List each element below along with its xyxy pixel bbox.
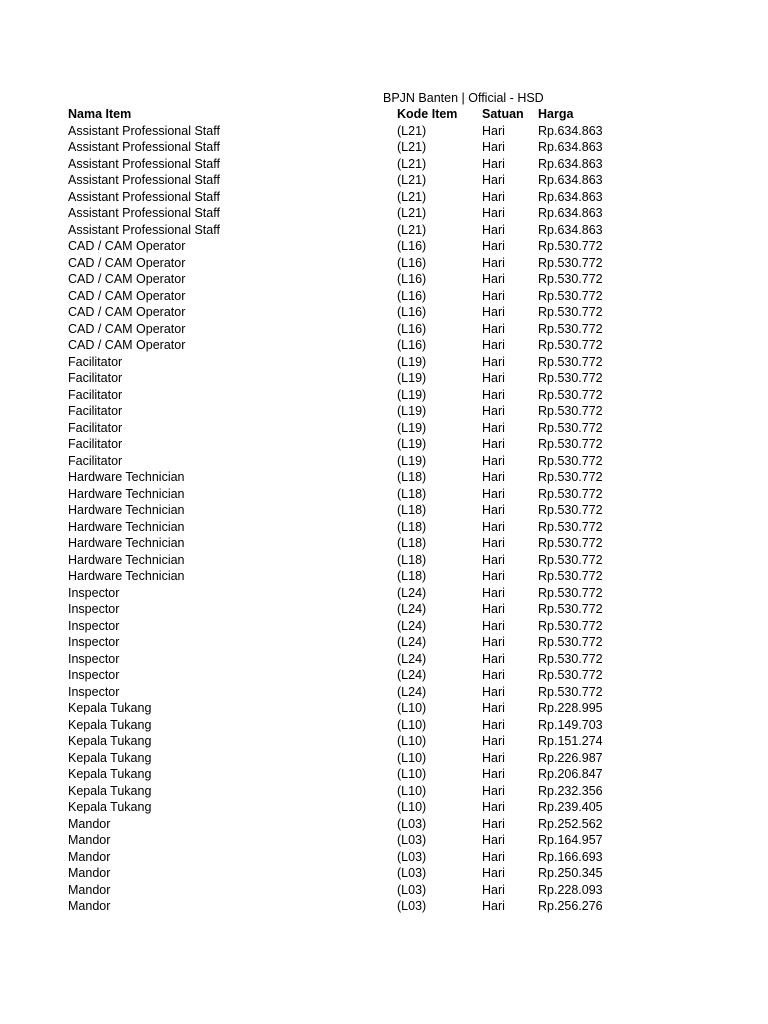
item-price-cell: Rp.530.772 (538, 470, 603, 484)
item-unit-cell: Hari (482, 140, 505, 154)
item-code-cell: (L18) (397, 519, 427, 534)
item-unit-cell: Hari (482, 338, 505, 352)
table-row (0, 700, 768, 717)
item-code-cell: (L03) (397, 833, 427, 847)
item-code-cell: (L19) (397, 437, 427, 451)
header-satuan: Satuan (482, 107, 524, 121)
item-code-cell: (L03) (397, 899, 427, 913)
item-price-cell: Rp.530.772 (538, 404, 603, 418)
item-unit-cell: Hari (482, 569, 505, 583)
item-unit-cell: Hari (482, 387, 505, 402)
item-name-cell: Facilitator (68, 437, 123, 451)
item-name-cell: Mandor (68, 833, 111, 847)
item-code-cell: (L18) (397, 486, 427, 501)
item-name-cell: Kepala Tukang (68, 767, 152, 781)
item-name-cell: Facilitator (68, 387, 123, 402)
item-unit-cell: Hari (482, 272, 505, 286)
item-unit-cell: Hari (482, 404, 505, 418)
item-price-cell: Rp.530.772 (538, 288, 603, 303)
table-row (0, 717, 768, 734)
table-row (0, 420, 768, 437)
item-code-cell: (L24) (397, 585, 427, 600)
item-code-cell: (L21) (397, 140, 427, 154)
item-code-cell: (L16) (397, 288, 427, 303)
table-row (0, 255, 768, 272)
item-name-cell: Inspector (68, 585, 120, 600)
item-code-cell: (L19) (397, 420, 427, 435)
item-name-cell: Hardware Technician (68, 503, 185, 517)
table-row (0, 799, 768, 816)
item-name-cell: Facilitator (68, 453, 123, 468)
item-price-cell: Rp.530.772 (538, 569, 603, 583)
item-unit-cell: Hari (482, 882, 505, 897)
item-name-cell: CAD / CAM Operator (68, 305, 186, 319)
item-unit-cell: Hari (482, 453, 505, 468)
item-code-cell: (L24) (397, 651, 427, 666)
item-name-cell: Assistant Professional Staff (68, 222, 220, 237)
item-name-cell: Inspector (68, 684, 120, 699)
item-code-cell: (L10) (397, 783, 427, 798)
item-price-cell: Rp.530.772 (538, 486, 603, 501)
item-name-cell: Assistant Professional Staff (68, 140, 220, 154)
item-unit-cell: Hari (482, 420, 505, 435)
item-unit-cell: Hari (482, 899, 505, 913)
table-row (0, 618, 768, 635)
item-unit-cell: Hari (482, 668, 505, 682)
item-name-cell: CAD / CAM Operator (68, 288, 186, 303)
table-row (0, 205, 768, 222)
item-code-cell: (L16) (397, 239, 427, 253)
item-unit-cell: Hari (482, 321, 505, 336)
item-price-cell: Rp.634.863 (538, 189, 603, 204)
item-code-cell: (L24) (397, 618, 427, 633)
table-row (0, 552, 768, 569)
table-row (0, 502, 768, 519)
item-name-cell: Kepala Tukang (68, 800, 152, 814)
item-unit-cell: Hari (482, 173, 505, 187)
item-name-cell: Mandor (68, 899, 111, 913)
item-unit-cell: Hari (482, 684, 505, 699)
item-unit-cell: Hari (482, 750, 505, 765)
table-row (0, 436, 768, 453)
item-name-cell: CAD / CAM Operator (68, 321, 186, 336)
table-row (0, 189, 768, 206)
item-price-cell: Rp.634.863 (538, 173, 603, 187)
item-unit-cell: Hari (482, 206, 505, 220)
item-code-cell: (L10) (397, 717, 427, 732)
item-code-cell: (L19) (397, 453, 427, 468)
item-code-cell: (L10) (397, 701, 427, 715)
item-price-cell: Rp.530.772 (538, 255, 603, 270)
item-price-cell: Rp.166.693 (538, 849, 603, 864)
item-unit-cell: Hari (482, 849, 505, 864)
item-code-cell: (L03) (397, 849, 427, 864)
item-price-cell: Rp.149.703 (538, 717, 603, 732)
table-row (0, 337, 768, 354)
table-row (0, 750, 768, 767)
item-name-cell: Kepala Tukang (68, 701, 152, 715)
item-code-cell: (L21) (397, 222, 427, 237)
item-unit-cell: Hari (482, 585, 505, 600)
table-row (0, 634, 768, 651)
item-code-cell: (L03) (397, 866, 427, 880)
item-code-cell: (L18) (397, 503, 427, 517)
item-unit-cell: Hari (482, 651, 505, 666)
item-unit-cell: Hari (482, 767, 505, 781)
header-harga: Harga (538, 107, 574, 121)
item-price-cell: Rp.530.772 (538, 387, 603, 402)
item-name-cell: Hardware Technician (68, 536, 185, 550)
item-code-cell: (L21) (397, 206, 427, 220)
table-row (0, 156, 768, 173)
item-unit-cell: Hari (482, 800, 505, 814)
table-row (0, 865, 768, 882)
table-row (0, 601, 768, 618)
item-code-cell: (L10) (397, 750, 427, 765)
item-unit-cell: Hari (482, 816, 505, 831)
table-row (0, 535, 768, 552)
item-name-cell: Mandor (68, 849, 111, 864)
item-name-cell: Hardware Technician (68, 486, 185, 501)
item-unit-cell: Hari (482, 239, 505, 253)
item-unit-cell: Hari (482, 255, 505, 270)
item-name-cell: Hardware Technician (68, 552, 185, 567)
item-unit-cell: Hari (482, 470, 505, 484)
item-price-cell: Rp.634.863 (538, 156, 603, 171)
item-code-cell: (L16) (397, 338, 427, 352)
item-name-cell: Inspector (68, 602, 120, 616)
item-name-cell: Inspector (68, 618, 120, 633)
table-row (0, 816, 768, 833)
item-price-cell: Rp.530.772 (538, 272, 603, 286)
item-price-cell: Rp.206.847 (538, 767, 603, 781)
item-unit-cell: Hari (482, 288, 505, 303)
item-name-cell: Mandor (68, 816, 111, 831)
table-row (0, 849, 768, 866)
item-unit-cell: Hari (482, 552, 505, 567)
item-code-cell: (L21) (397, 189, 427, 204)
item-code-cell: (L18) (397, 552, 427, 567)
item-name-cell: Inspector (68, 668, 120, 682)
table-row (0, 733, 768, 750)
item-code-cell: (L16) (397, 321, 427, 336)
item-code-cell: (L21) (397, 173, 427, 187)
item-price-cell: Rp.530.772 (538, 453, 603, 468)
item-unit-cell: Hari (482, 635, 505, 649)
item-price-cell: Rp.256.276 (538, 899, 603, 913)
item-code-cell: (L18) (397, 536, 427, 550)
item-unit-cell: Hari (482, 437, 505, 451)
item-price-cell: Rp.530.772 (538, 651, 603, 666)
item-unit-cell: Hari (482, 305, 505, 319)
item-price-cell: Rp.250.345 (538, 866, 603, 880)
item-name-cell: CAD / CAM Operator (68, 239, 186, 253)
table-header-row (0, 106, 768, 123)
item-unit-cell: Hari (482, 123, 505, 138)
item-code-cell: (L18) (397, 470, 427, 484)
item-price-cell: Rp.164.957 (538, 833, 603, 847)
item-name-cell: Inspector (68, 635, 120, 649)
item-unit-cell: Hari (482, 717, 505, 732)
item-name-cell: Kepala Tukang (68, 783, 152, 798)
item-name-cell: Assistant Professional Staff (68, 189, 220, 204)
item-code-cell: (L03) (397, 816, 427, 831)
item-name-cell: Inspector (68, 651, 120, 666)
item-unit-cell: Hari (482, 701, 505, 715)
item-code-cell: (L18) (397, 569, 427, 583)
table-row (0, 238, 768, 255)
item-price-cell: Rp.530.772 (538, 552, 603, 567)
header-nama-item: Nama Item (68, 107, 132, 121)
table-row (0, 370, 768, 387)
item-price-cell: Rp.530.772 (538, 354, 603, 369)
item-unit-cell: Hari (482, 503, 505, 517)
item-name-cell: CAD / CAM Operator (68, 338, 186, 352)
document-title: BPJN Banten | Official - HSD (383, 91, 544, 105)
item-unit-cell: Hari (482, 833, 505, 847)
item-name-cell: Kepala Tukang (68, 750, 152, 765)
table-row (0, 271, 768, 288)
item-name-cell: Assistant Professional Staff (68, 173, 220, 187)
table-row (0, 321, 768, 338)
table-row (0, 453, 768, 470)
item-code-cell: (L19) (397, 404, 427, 418)
table-row (0, 882, 768, 899)
item-name-cell: Hardware Technician (68, 569, 185, 583)
item-unit-cell: Hari (482, 618, 505, 633)
item-name-cell: CAD / CAM Operator (68, 255, 186, 270)
table-row (0, 172, 768, 189)
item-name-cell: Hardware Technician (68, 470, 185, 484)
item-code-cell: (L19) (397, 354, 427, 369)
item-price-cell: Rp.530.772 (538, 437, 603, 451)
item-unit-cell: Hari (482, 354, 505, 369)
item-price-cell: Rp.530.772 (538, 602, 603, 616)
item-price-cell: Rp.530.772 (538, 618, 603, 633)
item-unit-cell: Hari (482, 866, 505, 880)
table-row (0, 832, 768, 849)
item-unit-cell: Hari (482, 189, 505, 204)
item-name-cell: Facilitator (68, 354, 123, 369)
item-price-cell: Rp.530.772 (538, 371, 603, 385)
item-name-cell: Mandor (68, 866, 111, 880)
item-unit-cell: Hari (482, 734, 505, 748)
item-price-cell: Rp.530.772 (538, 536, 603, 550)
item-code-cell: (L10) (397, 734, 427, 748)
item-unit-cell: Hari (482, 371, 505, 385)
item-name-cell: CAD / CAM Operator (68, 272, 186, 286)
item-price-cell: Rp.530.772 (538, 519, 603, 534)
item-name-cell: Facilitator (68, 404, 123, 418)
item-code-cell: (L24) (397, 668, 427, 682)
item-unit-cell: Hari (482, 519, 505, 534)
item-unit-cell: Hari (482, 486, 505, 501)
item-price-cell: Rp.634.863 (538, 140, 603, 154)
table-row (0, 519, 768, 536)
item-name-cell: Assistant Professional Staff (68, 123, 220, 138)
item-price-cell: Rp.530.772 (538, 585, 603, 600)
item-unit-cell: Hari (482, 783, 505, 798)
table-row (0, 288, 768, 305)
item-price-cell: Rp.530.772 (538, 503, 603, 517)
item-price-cell: Rp.530.772 (538, 239, 603, 253)
item-price-cell: Rp.252.562 (538, 816, 603, 831)
item-code-cell: (L19) (397, 371, 427, 385)
item-unit-cell: Hari (482, 602, 505, 616)
item-price-cell: Rp.530.772 (538, 635, 603, 649)
item-price-cell: Rp.151.274 (538, 734, 603, 748)
table-row (0, 123, 768, 140)
table-row (0, 354, 768, 371)
item-name-cell: Assistant Professional Staff (68, 156, 220, 171)
header-kode-item: Kode Item (397, 107, 458, 121)
item-price-cell: Rp.634.863 (538, 123, 603, 138)
item-unit-cell: Hari (482, 536, 505, 550)
table-row (0, 486, 768, 503)
table-row (0, 469, 768, 486)
item-code-cell: (L21) (397, 123, 427, 138)
item-price-cell: Rp.232.356 (538, 783, 603, 798)
item-code-cell: (L19) (397, 387, 427, 402)
table-row (0, 585, 768, 602)
table-row (0, 403, 768, 420)
item-price-cell: Rp.530.772 (538, 305, 603, 319)
item-code-cell: (L24) (397, 602, 427, 616)
table-row (0, 667, 768, 684)
item-price-cell: Rp.634.863 (538, 206, 603, 220)
item-price-cell: Rp.530.772 (538, 321, 603, 336)
item-name-cell: Mandor (68, 882, 111, 897)
table-row (0, 783, 768, 800)
item-price-cell: Rp.530.772 (538, 338, 603, 352)
table-row (0, 684, 768, 701)
item-price-cell: Rp.530.772 (538, 668, 603, 682)
item-unit-cell: Hari (482, 222, 505, 237)
item-unit-cell: Hari (482, 156, 505, 171)
table-row (0, 222, 768, 239)
item-price-cell: Rp.239.405 (538, 800, 603, 814)
item-name-cell: Facilitator (68, 420, 123, 435)
item-name-cell: Facilitator (68, 371, 123, 385)
item-code-cell: (L10) (397, 767, 427, 781)
item-name-cell: Assistant Professional Staff (68, 206, 220, 220)
table-row (0, 651, 768, 668)
item-code-cell: (L16) (397, 272, 427, 286)
item-code-cell: (L21) (397, 156, 427, 171)
item-price-cell: Rp.530.772 (538, 684, 603, 699)
table-row (0, 568, 768, 585)
item-code-cell: (L03) (397, 882, 427, 897)
table-row (0, 387, 768, 404)
item-name-cell: Hardware Technician (68, 519, 185, 534)
table-row (0, 766, 768, 783)
item-code-cell: (L16) (397, 255, 427, 270)
table-row (0, 898, 768, 915)
item-code-cell: (L24) (397, 684, 427, 699)
item-price-cell: Rp.228.093 (538, 882, 603, 897)
item-code-cell: (L10) (397, 800, 427, 814)
item-code-cell: (L24) (397, 635, 427, 649)
item-price-cell: Rp.226.987 (538, 750, 603, 765)
table-body (0, 123, 768, 915)
item-code-cell: (L16) (397, 305, 427, 319)
item-name-cell: Kepala Tukang (68, 717, 152, 732)
price-table (0, 106, 768, 915)
item-price-cell: Rp.634.863 (538, 222, 603, 237)
table-row (0, 304, 768, 321)
item-price-cell: Rp.228.995 (538, 701, 603, 715)
table-row (0, 139, 768, 156)
item-name-cell: Kepala Tukang (68, 734, 152, 748)
item-price-cell: Rp.530.772 (538, 420, 603, 435)
